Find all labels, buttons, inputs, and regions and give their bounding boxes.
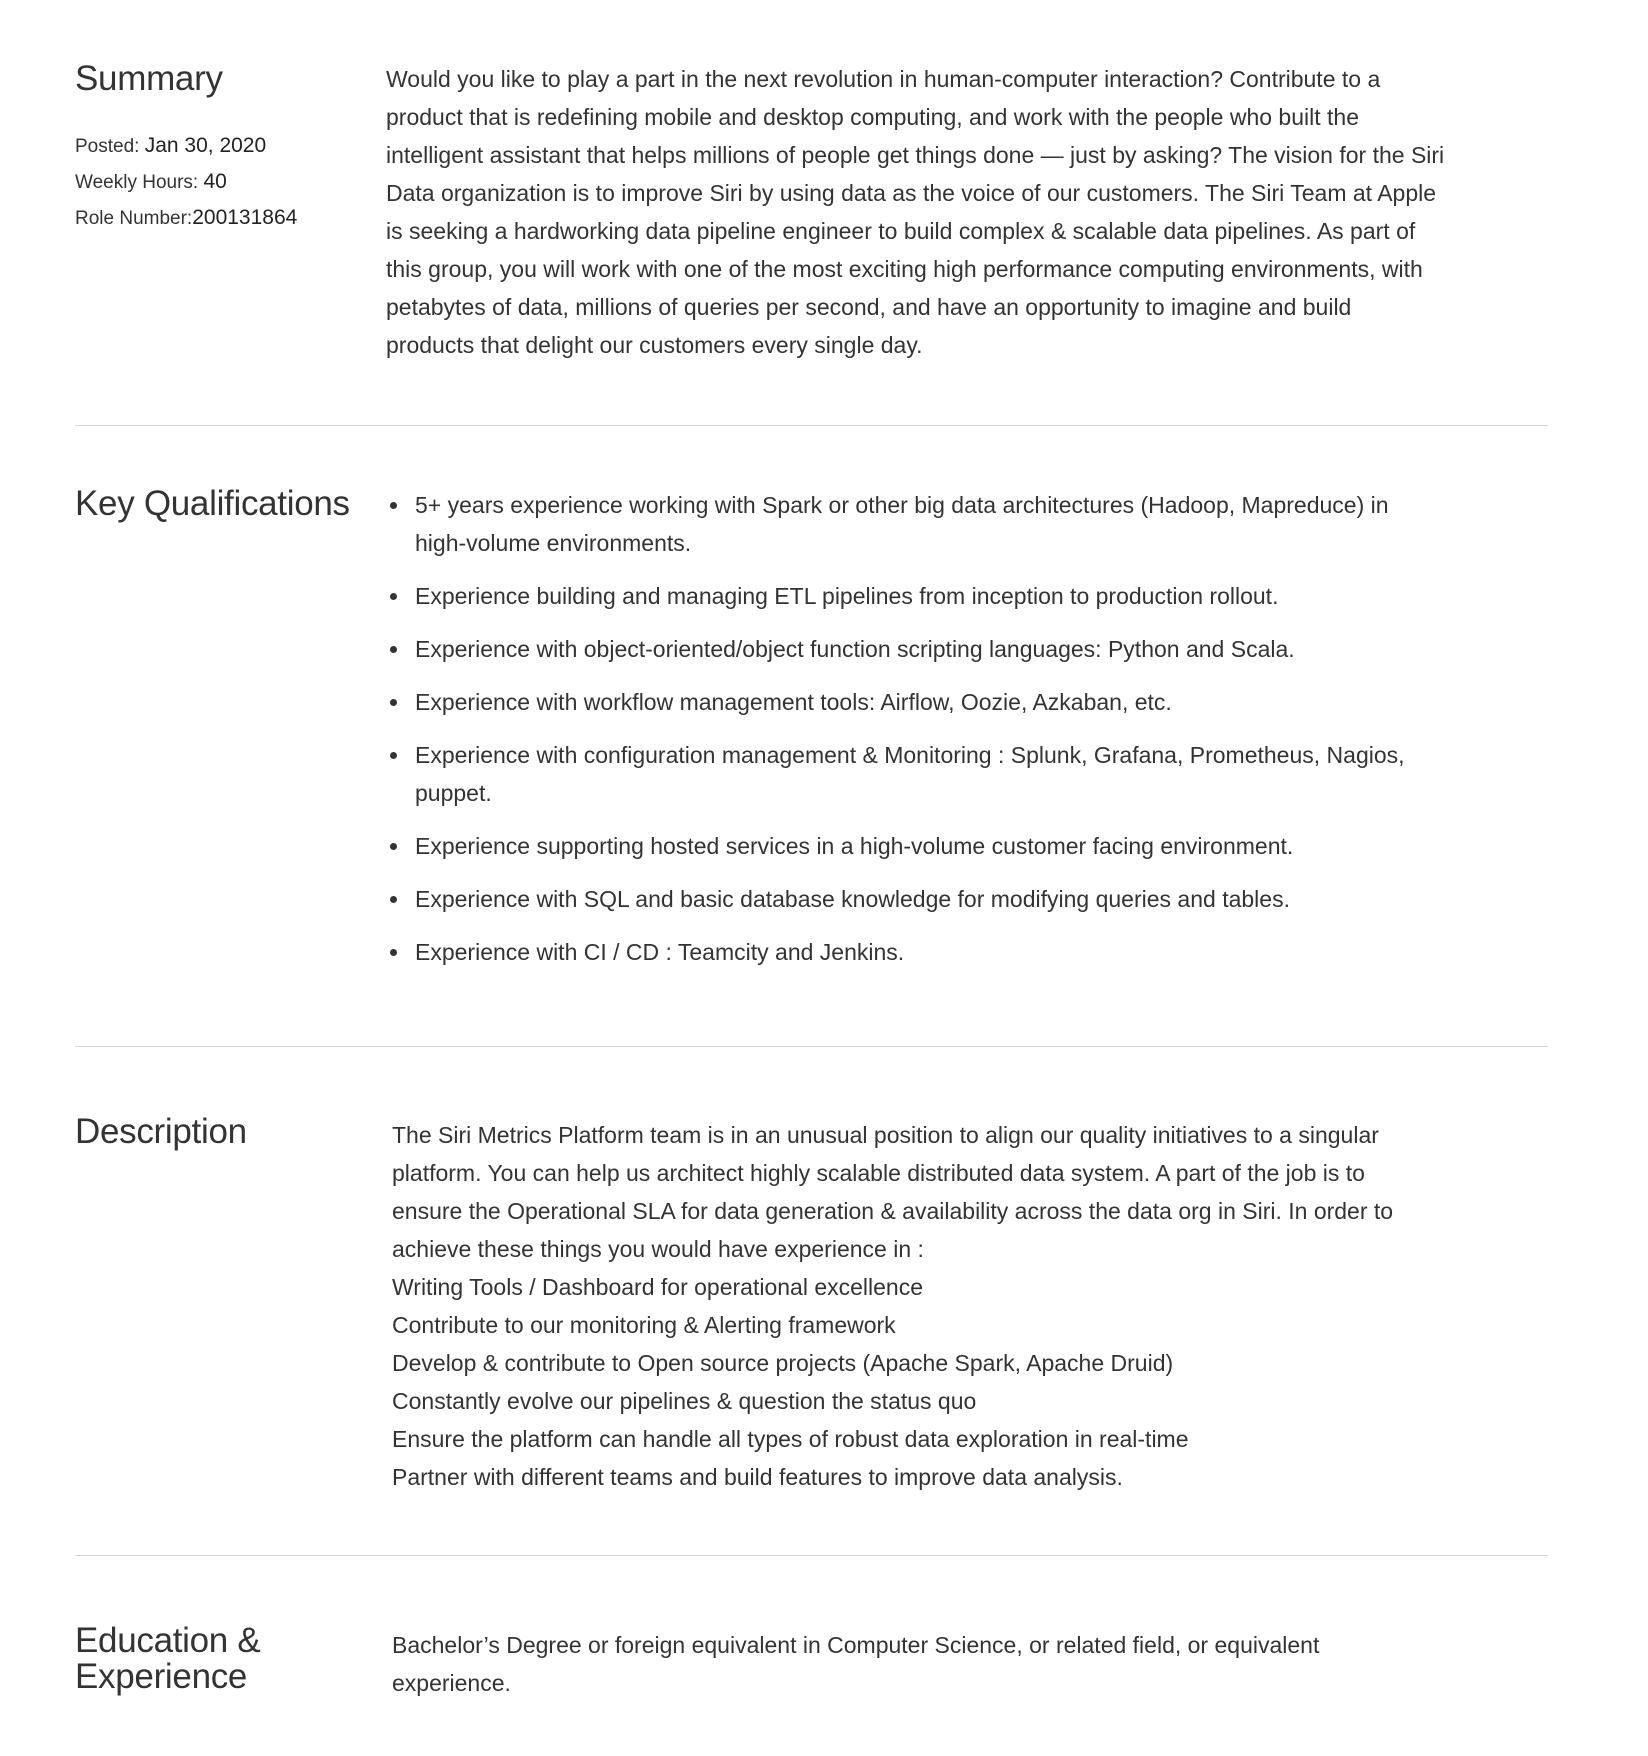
- list-item-text: Experience supporting hosted services in a high-volume customer facing environment.: [415, 833, 1294, 859]
- list-item-text: puppet.: [415, 780, 492, 806]
- description-line: Develop & contribute to Open source projects (Apache Spark, Apache Druid): [392, 1350, 1174, 1376]
- summary-heading: Summary: [75, 59, 223, 98]
- description-line: ensure the Operational SLA for data generation & availability across the data org in Siri. In order to: [392, 1198, 1394, 1224]
- description-line: achieve these things you would have experience in :: [392, 1236, 924, 1262]
- summary-line: petabytes of data, millions of queries per second, and have an opportunity to imagine and build: [386, 294, 1352, 320]
- description-line: Constantly evolve our pipelines & question the status quo: [392, 1388, 977, 1414]
- description-line: The Siri Metrics Platform team is in an unusual position to align our quality initiatives to a singular: [392, 1122, 1379, 1148]
- summary-line: Would you like to play a part in the next revolution in human-computer interaction? Contribute to a: [386, 66, 1381, 92]
- education-line: Bachelor’s Degree or foreign equivalent in Computer Science, or related field, or equivalent: [392, 1632, 1320, 1658]
- education-heading: [75, 1623, 260, 1695]
- weekly-hours-value: 40: [203, 170, 227, 193]
- qualifications-list: [386, 486, 1405, 986]
- bullet-icon: [390, 502, 397, 509]
- list-item: [386, 827, 1405, 865]
- summary-line: this group, you will work with one of the most exciting high performance computing environments, with: [386, 256, 1423, 282]
- bullet-icon: [390, 752, 397, 759]
- description-line: Ensure the platform can handle all types of robust data exploration in real-time: [392, 1426, 1189, 1452]
- list-item-text: Experience with SQL and basic database knowledge for modifying queries and tables.: [415, 886, 1290, 912]
- summary-line: Data organization is to improve Siri by using data as the voice of our customers. The Siri Team at Apple: [386, 180, 1437, 206]
- description-text: [392, 1116, 1393, 1496]
- list-item-text: Experience with workflow management tools: Airflow, Oozie, Azkaban, etc.: [415, 689, 1172, 715]
- description-line: Partner with different teams and build features to improve data analysis.: [392, 1464, 1123, 1490]
- list-item: [386, 577, 1405, 615]
- list-item: [386, 933, 1405, 971]
- bullet-icon: [390, 593, 397, 600]
- bullet-icon: [390, 843, 397, 850]
- summary-text: [386, 60, 1444, 364]
- posted-label: Posted:: [75, 136, 145, 157]
- list-item-text: Experience with configuration management & Monitoring : Splunk, Grafana, Prometheus, Nagios,: [415, 742, 1405, 768]
- list-item: [386, 736, 1405, 812]
- posted-value: Jan 30, 2020: [144, 134, 267, 157]
- education-heading-line: Education &: [75, 1621, 261, 1660]
- role-number-label: Role Number:: [75, 208, 193, 229]
- education-heading-line: Experience: [75, 1657, 248, 1696]
- bullet-icon: [390, 949, 397, 956]
- section-divider: [75, 425, 1548, 426]
- description-line: Writing Tools / Dashboard for operational excellence: [392, 1274, 923, 1300]
- list-item: [386, 630, 1405, 668]
- list-item: [386, 486, 1405, 562]
- list-item-text: high-volume environments.: [415, 530, 692, 556]
- list-item-text: Experience building and managing ETL pipelines from inception to production rollout.: [415, 583, 1279, 609]
- education-line: experience.: [392, 1670, 511, 1696]
- list-item-text: 5+ years experience working with Spark or other big data architectures (Hadoop, Mapreduce) in: [415, 492, 1389, 518]
- description-line: platform. You can help us architect highly scalable distributed data system. A part of the job is to: [392, 1160, 1365, 1186]
- summary-line: product that is redefining mobile and desktop computing, and work with the people who built the: [386, 104, 1359, 130]
- section-divider: [75, 1046, 1548, 1047]
- bullet-icon: [390, 699, 397, 706]
- key-qualifications-heading: Key Qualifications: [75, 484, 350, 523]
- bullet-icon: [390, 896, 397, 903]
- posted-row: [75, 128, 297, 164]
- role-number-row: [75, 200, 297, 236]
- list-item: [386, 683, 1405, 721]
- description-heading: Description: [75, 1112, 247, 1151]
- summary-line: is seeking a hardworking data pipeline engineer to build complex & scalable data pipelines. As part of: [386, 218, 1416, 244]
- role-number-value: 200131864: [192, 206, 298, 229]
- list-item-text: Experience with object-oriented/object function scripting languages: Python and Scala.: [415, 636, 1295, 662]
- list-item-text: Experience with CI / CD : Teamcity and Jenkins.: [415, 939, 905, 965]
- bullet-icon: [390, 646, 397, 653]
- description-line: Contribute to our monitoring & Alerting framework: [392, 1312, 896, 1338]
- weekly-hours-row: [75, 164, 297, 200]
- section-divider: [75, 1555, 1548, 1556]
- summary-line: intelligent assistant that helps millions of people get things done — just by asking? The vision for the Siri: [386, 142, 1445, 168]
- list-item: [386, 880, 1405, 918]
- weekly-hours-label: Weekly Hours:: [75, 172, 204, 193]
- education-text: [392, 1626, 1319, 1702]
- job-meta: [75, 128, 297, 236]
- summary-line: products that delight our customers every single day.: [386, 332, 923, 358]
